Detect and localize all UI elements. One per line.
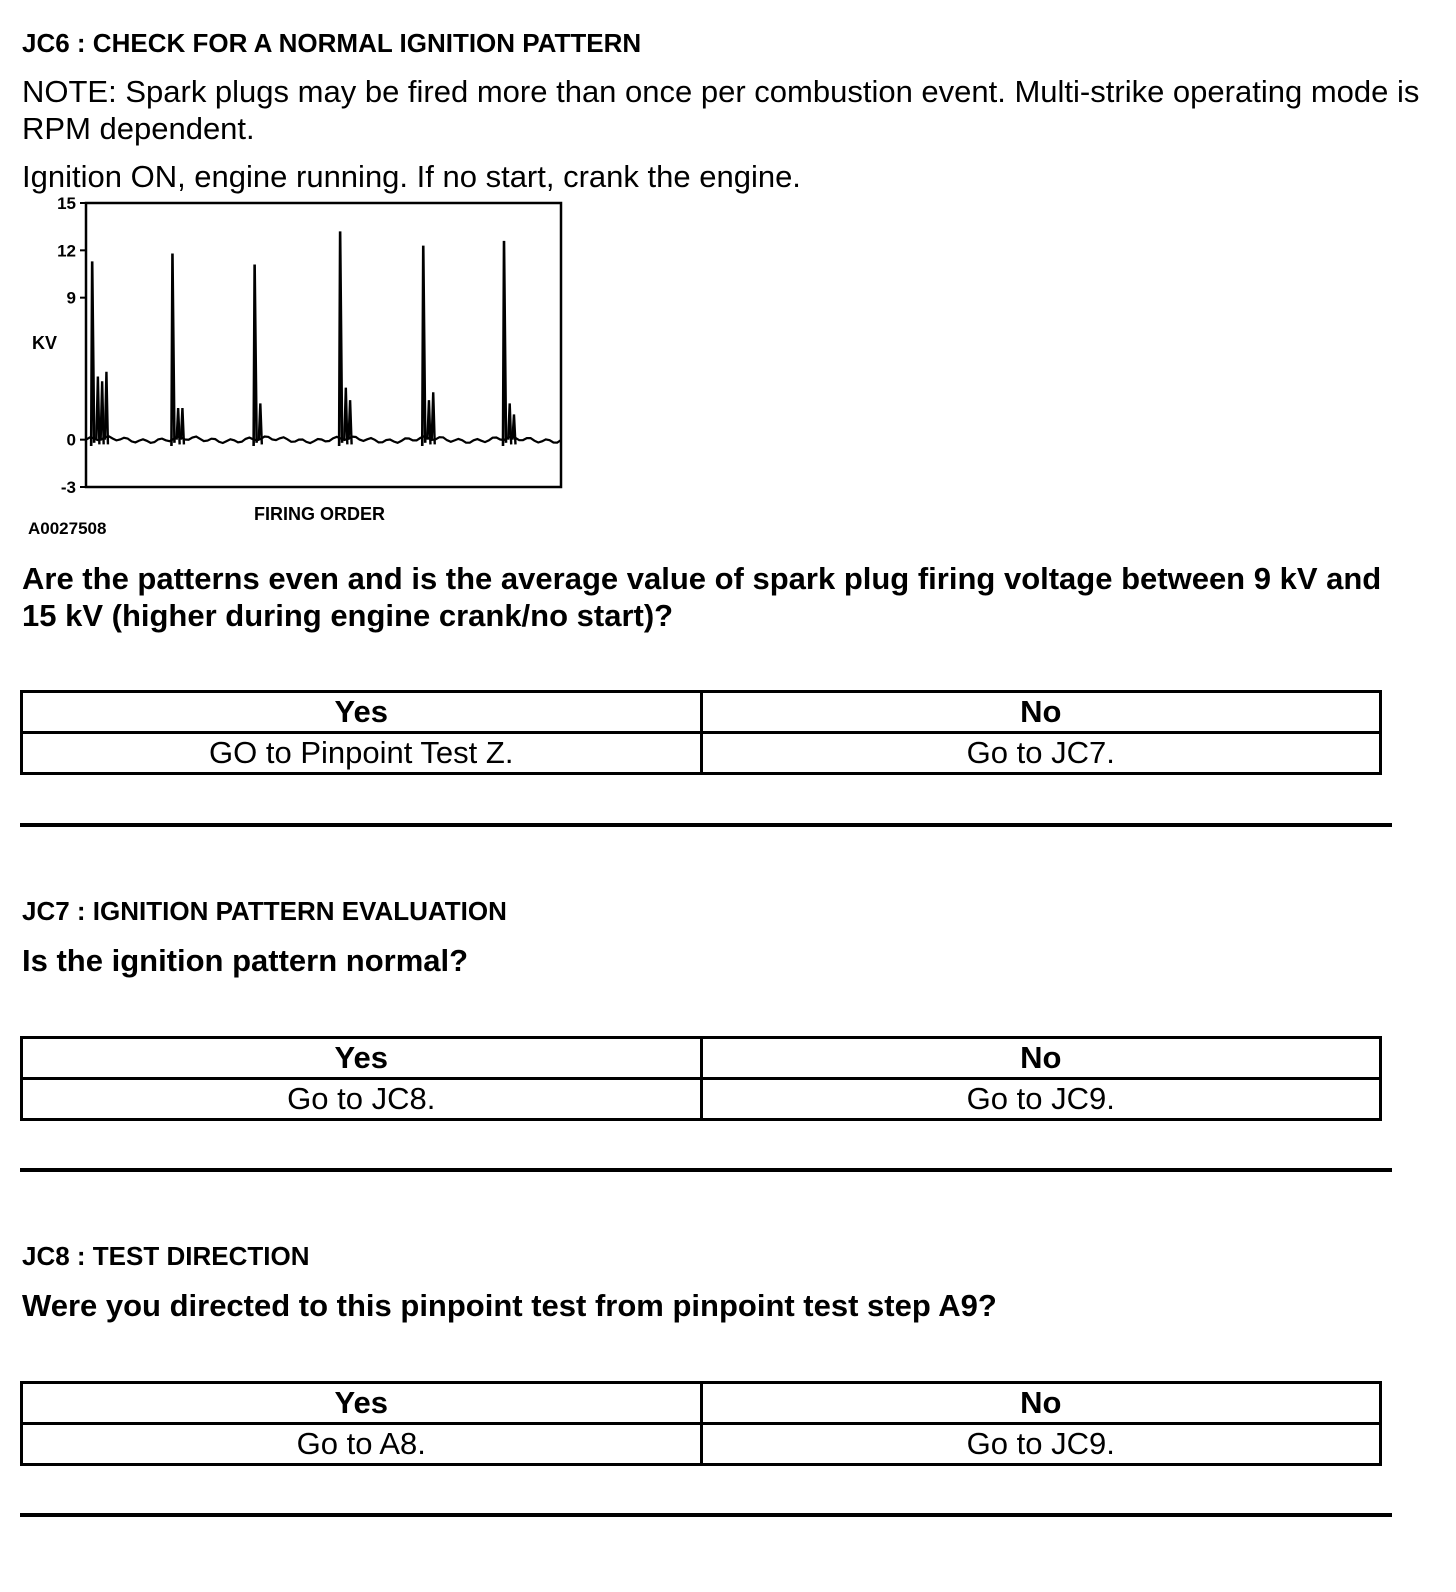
jc6-yes-action: GO to Pinpoint Test Z. [22, 733, 702, 774]
jc6-title: JC6 : CHECK FOR A NORMAL IGNITION PATTERN [22, 28, 642, 58]
jc6-yes-header: Yes [22, 692, 702, 733]
firing-spike [254, 265, 257, 446]
jc6-answer-table [20, 690, 1382, 775]
chart-y-ticks [57, 194, 86, 497]
jc6-instruction: Ignition ON, engine running. If no start, crank the engine. [22, 159, 801, 194]
jc7-question: Is the ignition pattern normal? [22, 943, 469, 978]
jc8-question: Were you directed to this pinpoint test from pinpoint test step A9? [22, 1288, 997, 1323]
jc8-answer-table [20, 1381, 1382, 1466]
y-tick-label: 9 [66, 288, 76, 308]
section-divider [20, 823, 1392, 827]
firing-spike [422, 246, 425, 446]
spark-ringing [177, 408, 180, 444]
jc7-no-action: Go to JC9. [701, 1079, 1381, 1120]
jc8-yes-header: Yes [22, 1383, 702, 1424]
jc6-question: Are the patterns even and is the average value of spark plug firing voltage between 9 kV and 15 kV (higher during engine crank/no start)? [22, 561, 1382, 633]
ignition-pattern-chart [20, 192, 580, 542]
jc7-answer-table [20, 1036, 1382, 1121]
chart-frame [86, 203, 561, 487]
firing-spike [339, 231, 342, 446]
jc6-note: NOTE: Spark plugs may be fired more than once per combustion event. Multi-strike operating mode is RPM dependent. [22, 74, 1420, 146]
jc6-no-header: No [701, 692, 1381, 733]
jc7-yes-header: Yes [22, 1038, 702, 1079]
firing-spike [503, 241, 506, 446]
jc6-no-action: Go to JC7. [701, 733, 1381, 774]
jc8-no-header: No [701, 1383, 1381, 1424]
jc7-yes-action: Go to JC8. [22, 1079, 702, 1120]
chart-trace [86, 231, 561, 446]
jc7-title: JC7 : IGNITION PATTERN EVALUATION [22, 896, 507, 926]
section-divider [20, 1168, 1392, 1172]
trace-baseline [86, 436, 561, 443]
y-tick-label: 15 [57, 194, 76, 213]
spark-ringing [432, 392, 435, 444]
firing-spike [171, 253, 174, 445]
spark-ringing [105, 372, 108, 445]
jc7-no-header: No [701, 1038, 1381, 1079]
spark-ringing [344, 388, 347, 445]
jc8-no-action: Go to JC9. [701, 1424, 1381, 1465]
spark-ringing [101, 381, 104, 444]
spark-ringing [512, 414, 515, 444]
jc8-title: JC8 : TEST DIRECTION [22, 1241, 310, 1271]
chart-ylabel: KV [32, 333, 58, 353]
chart-figure-id: A0027508 [28, 519, 107, 538]
y-tick-label: 12 [57, 241, 76, 261]
jc8-yes-action: Go to A8. [22, 1424, 702, 1465]
y-tick-label: -3 [60, 478, 76, 497]
section-divider [20, 1513, 1392, 1517]
firing-spike [91, 261, 94, 446]
spark-ringing [96, 377, 99, 445]
y-tick-label: 0 [66, 430, 76, 450]
spark-ringing [508, 403, 511, 444]
chart-xlabel: FIRING ORDER [254, 504, 386, 524]
